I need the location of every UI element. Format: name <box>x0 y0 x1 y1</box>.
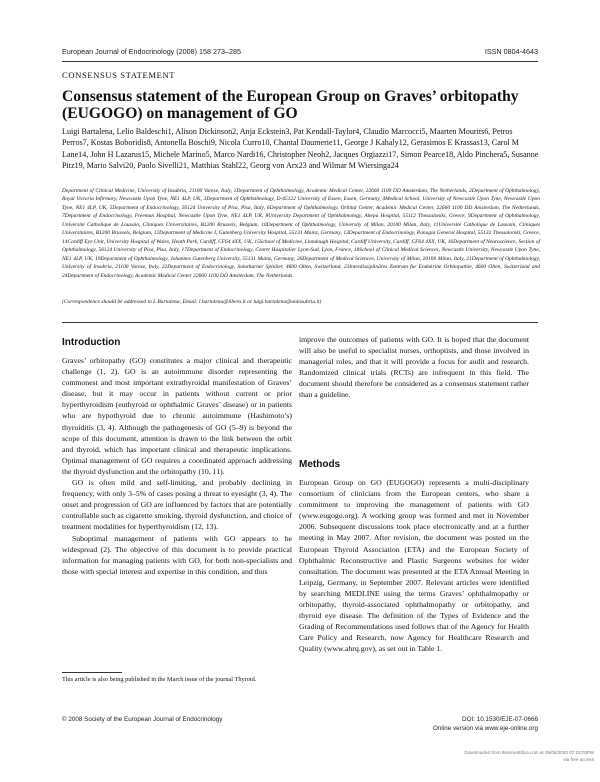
footnote: This article is also being published in the March issue of the journal Thyroid. <box>62 676 257 683</box>
issn: ISSN 0804-4643 <box>484 47 538 56</box>
doi-link[interactable]: DOI: 10.1530/EJE-07-0666 <box>462 716 538 723</box>
author-list: Luigi Bartalena, Lelio Baldeschi1, Alison Dickinson2, Anja Eckstein3, Pat Kendall-Taylor4, Claudio Marcocci5, Maarten Mourits6, Petros Perros7, Kostas Boboridis8, Antonella Boschi9, Nicola Curro10, Chantal Daumerie11, George J Kahaly12, Gerasimos E Krassas13, Carol M Lane14, John H Lazarus15, Michele Marino5, Marco Nardi16, Christopher Neoh2, Jacques Orgiazzi17, Simon Pearce18, Aldo Pinchera5, Susanne Pitz19, Mario Salvi20, Paolo Sivelli21, Matthias Stahl22, Georg von Arx23 and Wilmar M Wiersinga24 <box>62 127 539 170</box>
page-footer <box>62 716 538 723</box>
affiliations: Department of Clinical Medicine, University of Insubria, 21100 Varese, Italy, 1Department of Ophthalmology, Academic Medical Center, 22660 1100 DD Amsterdam, The Netherlands, 2Department of Ophthalmology, Royal Victoria Infirmary, Newcastle Upon Tyne, NE1 4LP, UK, 3Department of Ophthalmology, D-45122 University of Essen, Essen, Germany, 4Medical School, University of Newcastle Upon Tyne, Newcastle Upon Tyne, NE1 4LP, UK, 5Department of Endocrinology, 56124 University of Pisa, Pisa, Italy, 6Department of Ophthalmology, Orbital Center, Academic Medical Center, 22660 1100 DD Amsterdam, The Netherlands, 7Department of Endocrinology, Freeman Hospital, Newcastle Upon Tyne, NE1 4LP, UK, 8University Department of Ophthalmology, Ahepa Hospital, 55112 Thessaloniki, Greece, 9Department of Ophthalmology, Université Catholique de Louvain, Cliniques Universitaires, B1200 Brussels, Belgium, 10Department of Ophthalmology, University of Milan, 20100 Milan, Italy, 11Université Catholique de Louvain, Cliniques Universitaires, B1200 Brussels, Belgium, 12Department of Medicine I, Gutenberg University Hospital, 55131 Mainz, Germany, 13Department of Endocrinology, Panagia General Hospital, 55132 Thessaloniki, Greece, 14Cardiff Eye Unit, University Hospital of Wales, Heath Park, Cardiff, CF64 4XX, UK, 15School of Medicine, Llandough Hospital, Cardiff University, Cardiff, CF64 4XX, UK, 16Department of Neuroscience, Section of Ophthalmology, 56124 University of Pisa, Pisa, Italy, 17Department of Endocrinology, Centre Hospitalier Lyon-Sud, Lyon, France, 18School of Clinical Medical Sciences, Newcastle University, Newcastle Upon Tyne, NE1 4LP, UK, 19Department of Ophthalmology, Johannes Gutenberg University, 55131 Mainz, Germany, 20Department of Medical Sciences, University of Milan, 20100 Milan, Italy, 21Department of Ophthalmology, University of Insubria, 21100 Varese, Italy, 22Department of Endocrinology, Solothurner Spitäler, 4600 Olten, Switzerland, 23Interdisziplinäres Zentrum fur Endokrine Orbitopathie, 4600 Olten, Switzerland and 24Department of Endocrinology, Academic Medical Center 22660 1100 DD Amsterdam, The Netherlands <box>62 188 540 279</box>
methods-body <box>299 477 529 655</box>
intro-paragraph: GO is often mild and self-limiting, and probably declining in frequency, with only 3–5% of cases posing a threat to eyesight (3, 4). The onset and progression of GO are influenced by factors that are potentially controllable such as cigarette smoking, thyroid dysfunction, and choice of treatment modalities for hyperthyroidism (12, 13). <box>62 478 292 532</box>
intro-paragraph: Suboptimal management of patients with GO appears to be widespread (2). The objective of this document is to provide practical information for managing patients with GO, for both non-specialists and those with special interest and expertise in this condition, and thus <box>62 533 292 576</box>
footnote-rule <box>62 672 122 673</box>
methods-paragraph: European Group on GO (EUGOGO) represents a multi-disciplinary consortium of clinicians from the European centers, who share a commitment to improving the management of patients with GO (www.eugogo.org). A working group was formed and met in November 2006. Subsequent discussions took place electronically and at a further meeting in May 2007. After revision, the document was posted on the European Thyroid Association (ETA) and the European Society of Ophthalmic Reconstructive and Plastic Surgeons websites for wider consultation. The document was presented at the ETA Annual Meeting in Leipzig, Germany, in September 2007. Relevant articles were identified by searching MEDLINE using the terms Graves’ ophthalmopathy or orbitopathy, thyroid-associated ophthalmopathy or orbitopathy, and thyroid eye disease. The definition of the Types of Evidence and the Grading of Recommendations used follows that of the Agency for Health Care Policy and Research, now Agency for Healthcare Research and Quality (www.ahrq.gov), as set out in Table 1. <box>299 478 529 654</box>
methods-heading: Methods <box>299 459 341 470</box>
running-header <box>62 47 538 59</box>
online-version-link[interactable]: Online version via www.eje-online.org <box>433 725 538 732</box>
intro-paragraph: improve the outcomes of patients with GO. It is hoped that the document will also be useful to specialist nurses, orthoptists, and those involved in managerial roles, and that it will provide a focus for audit and research. Randomized clinical trials (RCTs) are infrequent in this field. The document should therefore be considered as a consensus statement rather than a guideline. <box>299 335 529 400</box>
intro-continuation <box>299 334 529 401</box>
article-title: Consensus statement of the European Group on Graves’ orbitopathy (EUGOGO) on management of GO <box>62 88 519 122</box>
download-note: via free access <box>563 757 594 762</box>
introduction-heading: Introduction <box>62 337 121 348</box>
section-label: CONSENSUS STATEMENT <box>62 70 176 80</box>
copyright: © 2008 Society of the European Journal of Endocrinology <box>62 716 223 723</box>
correspondence: (Correspondence should be addressed to L Bartalena; Email: l.bartalena@libero.it or luigi.bartalena@uninsubria.it) <box>62 299 322 305</box>
header-rule <box>62 61 538 62</box>
download-note: Downloaded from Bioscientifica.com at 05/06/2020 07:23:03PM <box>464 750 594 755</box>
journal-citation: European Journal of Endocrinology (2008) 158 273–285 <box>62 47 242 56</box>
intro-paragraph: Graves’ orbitopathy (GO) constitutes a major clinical and therapeutic challenge (1, 2). GO is an autoimmune disorder representing the commonest and most important extrathyroidal manifestation of Graves’ disease, but it may occur in patients without current or prior hyperthyroidism (euthyroid or ophthalmic Graves’ disease) or in patients who are hypothyroid due to chronic autoimmune (Hashimoto’s) thyroiditis (3, 4). Although the pathogenesis of GO (5–9) is beyond the scope of this document, attention is drawn to the link between the orbit and thyroid, which has important clinical and therapeutic implications. Optimal management of GO requires a coordinated approach addressing the thyroid dysfunction and the orbitopathy (10, 11). <box>62 356 292 476</box>
abstract-rule <box>62 322 538 323</box>
introduction-body <box>62 355 292 577</box>
